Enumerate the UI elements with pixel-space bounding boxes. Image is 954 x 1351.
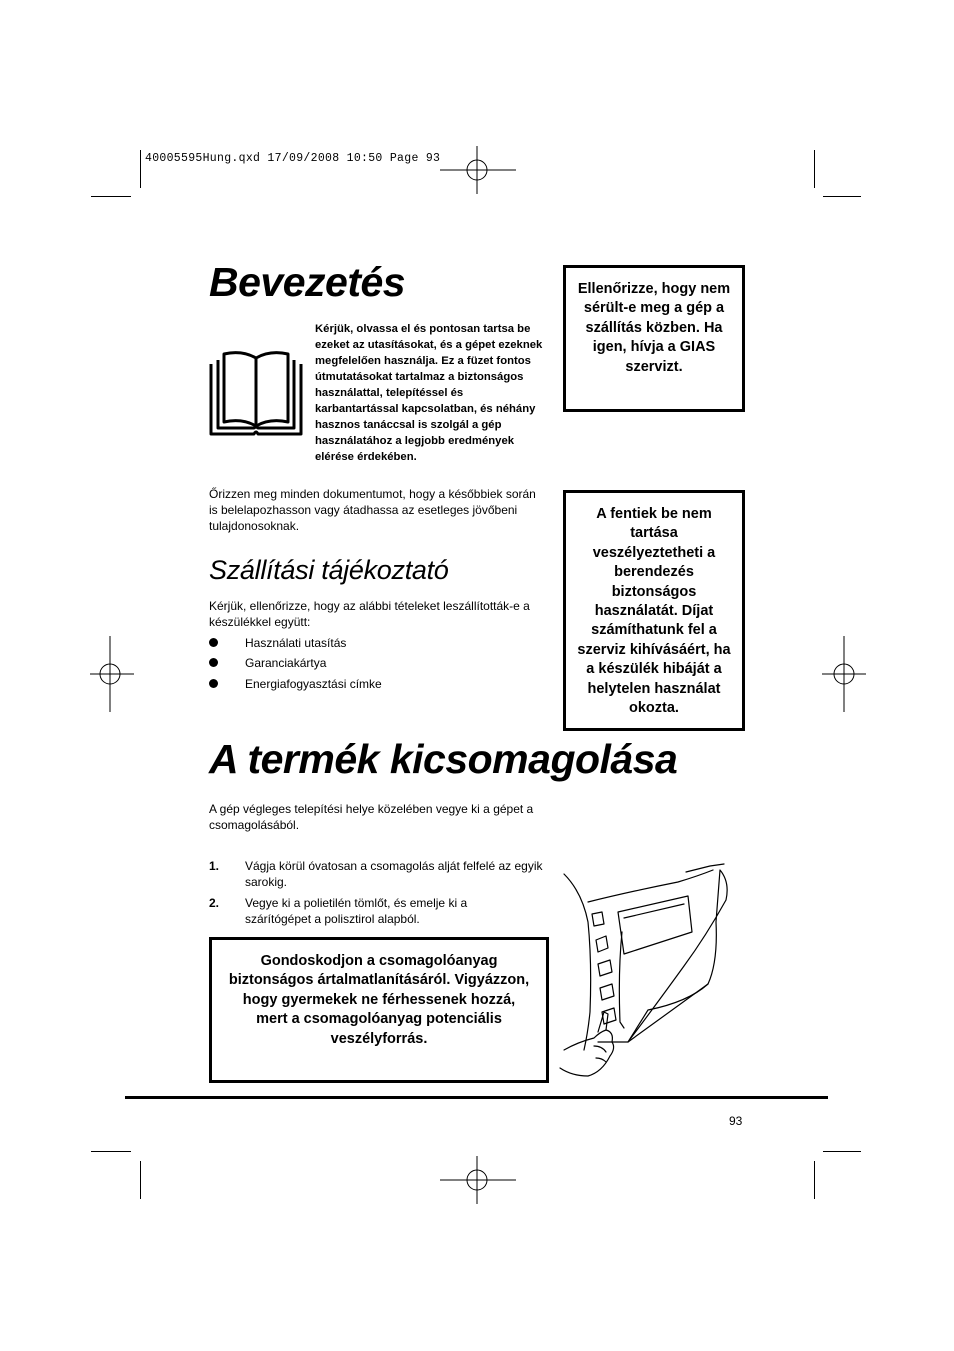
file-slug: 40005595Hung.qxd 17/09/2008 10:50 Page 93 bbox=[145, 152, 441, 165]
bullet-icon bbox=[209, 658, 218, 667]
check-notice-text: Ellenőrizze, hogy nem sérült-e meg a gép a szállítás közben. Ha igen, hívja a GIAS szervizt. bbox=[577, 281, 731, 375]
list-item: Energiafogyasztási címke bbox=[245, 677, 382, 691]
footer-rule bbox=[125, 1096, 828, 1099]
registration-mark-top bbox=[440, 146, 516, 194]
registration-mark-right bbox=[822, 636, 866, 712]
intro-title: Bevezetés bbox=[209, 259, 406, 305]
unpack-text: A gép végleges telepítési helye közelében vegye ki a gépet a csomagolásából. bbox=[209, 802, 534, 832]
warning-notice-text: A fentiek be nem tartása veszélyeztetheti a berendezés biztonságos használatát. Díjat számíthatunk fel a szerviz kihívásáért, ha a készülék hibáját a helytelen használat okozta. bbox=[577, 506, 731, 717]
page-number: 93 bbox=[729, 1114, 743, 1128]
step-text: Vágja körül óvatosan a csomagolás alját felfelé az egyik sarokig. bbox=[245, 859, 543, 889]
packaging-notice-box bbox=[209, 937, 549, 1083]
intro-bold-text: Kérjük, olvassa el és pontosan tartsa be ezeket az utasításokat, és a gépet ezeknek megfelelően használja. Ez a füzet fontos útmutatásokat tartalmaz a biztonságos használattal, telepítéssel és karbantartással kapcsolatban, és néhány hasznos tanáccsal is szolgál a gép használatához a legjobb eredmények elérése érdekében. bbox=[315, 323, 543, 463]
unpack-title: A termék kicsomagolása bbox=[209, 736, 678, 782]
registration-mark-bottom bbox=[440, 1156, 516, 1204]
packaging-notice-text: Gondoskodjon a csomagolóanyag biztonságos ártalmatlanításáról. Vigyázzon, hogy gyermekek ne férhessenek hozzá, mert a csomagolóanyag potenciális veszélyforrás. bbox=[228, 953, 530, 1047]
unpacking-dryer-illustration bbox=[558, 862, 748, 1080]
check-notice-box bbox=[563, 265, 745, 412]
step-text: Vegye ki a polietilén tömlőt, és emelje ki a szárítógépet a polisztirol alapból. bbox=[245, 896, 468, 926]
list-item: Használati utasítás bbox=[245, 636, 347, 650]
bullet-icon bbox=[209, 638, 218, 647]
list-item: Garanciakártya bbox=[245, 656, 327, 670]
warning-notice-box bbox=[563, 490, 745, 731]
step-number: 1. bbox=[209, 859, 220, 873]
registration-mark-left bbox=[90, 636, 134, 712]
step-number: 2. bbox=[209, 896, 220, 910]
intro-note: Őrizzen meg minden dokumentumot, hogy a későbbiek során is belelapozhasson vagy átadhassa az esetleges jövőbeni tulajdonosoknak. bbox=[209, 487, 536, 533]
delivery-title: Szállítási tájékoztató bbox=[209, 555, 449, 585]
open-book-icon bbox=[208, 350, 304, 438]
bullet-icon bbox=[209, 679, 218, 688]
delivery-text: Kérjük, ellenőrizze, hogy az alábbi tételeket leszállították-e a készülékkel együtt: bbox=[209, 599, 530, 629]
